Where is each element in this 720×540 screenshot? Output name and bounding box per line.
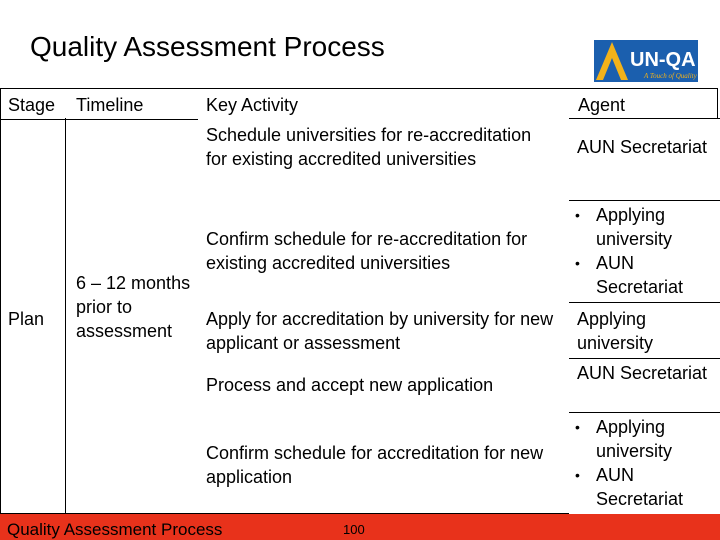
agent-cell-5 — [569, 412, 720, 514]
header-stage: Stage — [8, 95, 56, 115]
agent-5a: • Applying university — [569, 415, 720, 463]
logo-tagline: A Touch of Quality — [644, 72, 697, 80]
header-agent: Agent — [578, 95, 626, 115]
header-key-activity: Key Activity — [206, 95, 299, 115]
agent-cell-3 — [569, 302, 720, 358]
agent-3: Applying university — [577, 309, 654, 353]
footer-bar — [0, 514, 720, 540]
agent-1: AUN Secretariat — [577, 137, 708, 157]
aun-qa-logo — [594, 40, 698, 82]
agent-2a: • Applying university — [569, 203, 720, 251]
header-timeline: Timeline — [76, 95, 144, 115]
agent-5b: • AUN Secretariat — [569, 463, 720, 511]
agent-list-2 — [569, 203, 720, 299]
header-divider — [1, 119, 198, 120]
agent-cell-1 — [569, 118, 720, 200]
agent-2b: • AUN Secretariat — [569, 251, 720, 299]
agent-cell-2 — [569, 200, 720, 302]
stage-column-divider — [65, 118, 66, 514]
agent-list-5 — [569, 415, 720, 511]
footer-title: Quality Assessment Process — [7, 520, 223, 539]
agent-cell-4 — [569, 358, 720, 414]
logo-text: UN-QA — [630, 49, 696, 71]
activity-3: Apply for accreditation by university for new applicant or assessment — [206, 309, 554, 353]
page-number: 100 — [343, 522, 365, 537]
activity-1: Schedule universities for re-accreditation for existing accredited universities — [206, 125, 532, 169]
activity-5: Confirm schedule for accreditation for new application — [206, 443, 544, 487]
activity-2: Confirm schedule for re-accreditation for existing accredited universities — [206, 229, 528, 273]
stage-plan: Plan — [8, 309, 45, 329]
page-title: Quality Assessment Process — [30, 31, 385, 62]
agent-4: AUN Secretariat — [577, 363, 708, 383]
timeline-text: 6 – 12 months prior to assessment — [76, 273, 191, 341]
activity-4: Process and accept new application — [206, 375, 494, 395]
